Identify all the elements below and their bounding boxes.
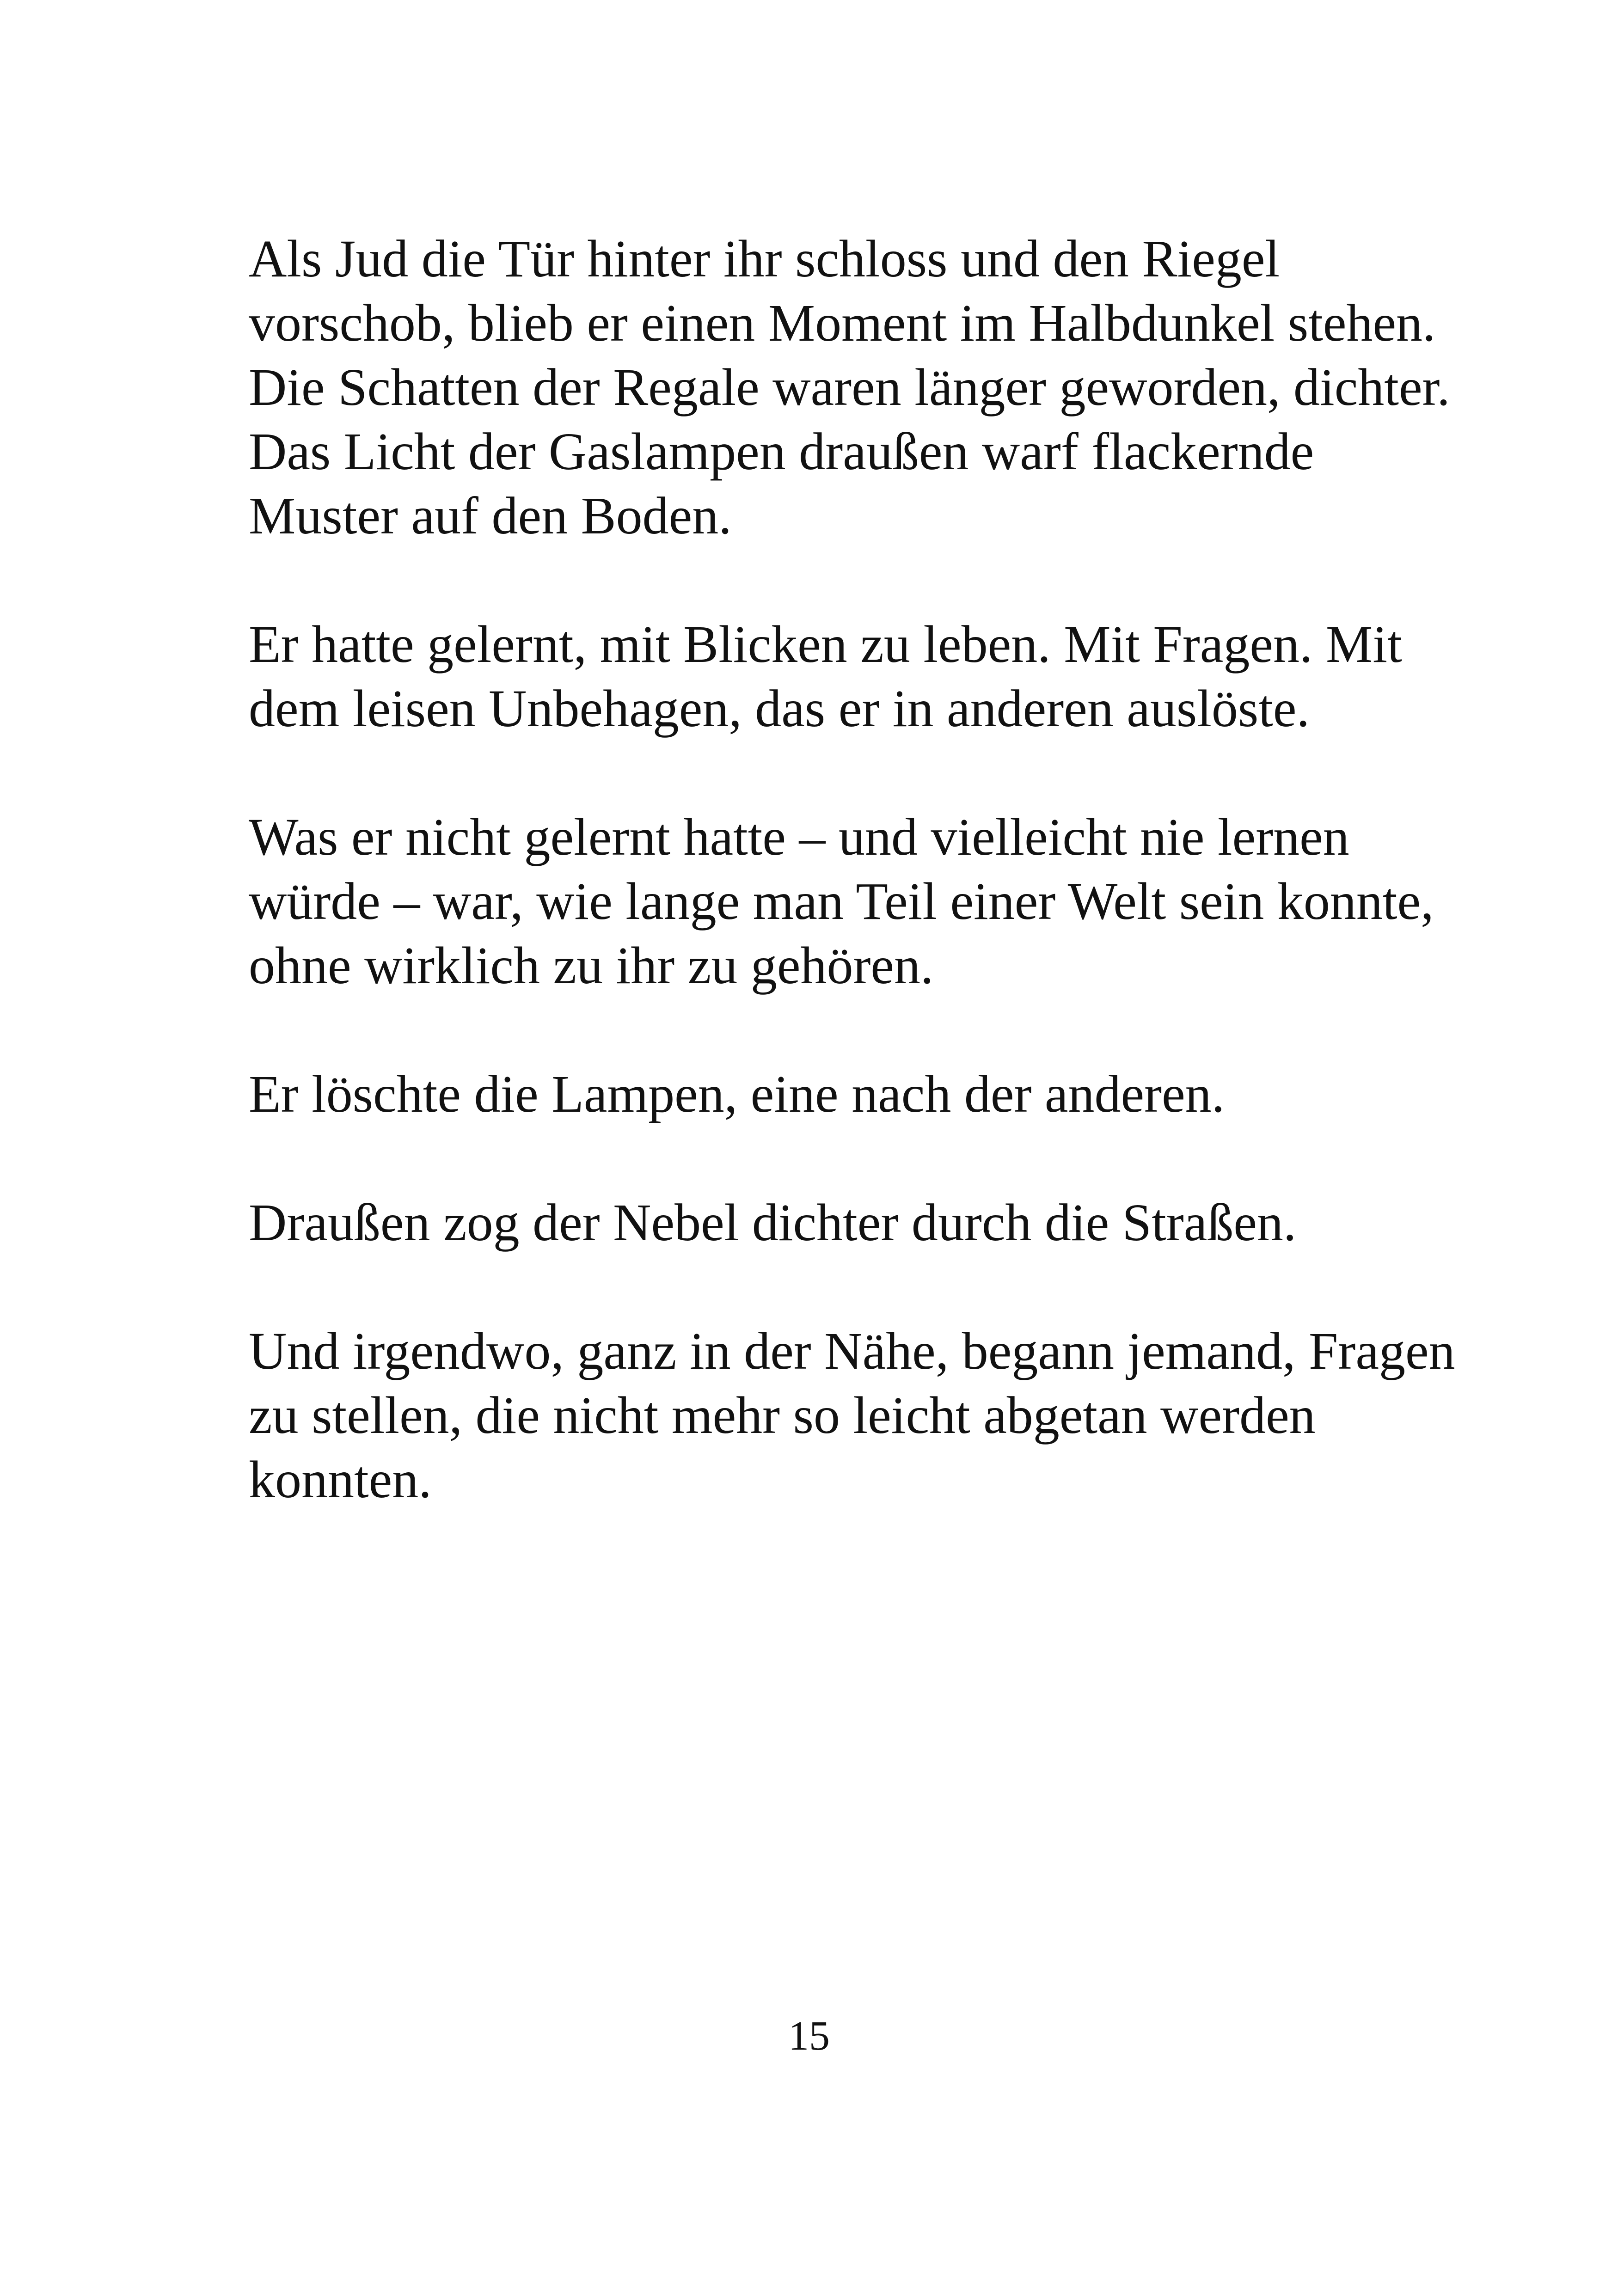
paragraph-1	[249, 227, 1497, 548]
paragraph-3	[249, 805, 1497, 998]
text-line: ohne wirklich zu ihr zu gehören.	[249, 936, 934, 995]
text-line: Er hatte gelernt, mit Blicken zu leben. Mit Fragen. Mit	[249, 615, 1402, 673]
text-line: vorschob, blieb er einen Moment im Halbdunkel stehen.	[249, 294, 1436, 352]
page-number: 15	[788, 2013, 830, 2059]
text-line: zu stellen, die nicht mehr so leicht abgetan werden	[249, 1386, 1316, 1445]
text-line: Als Jud die Tür hinter ihr schloss und den Riegel	[249, 229, 1280, 288]
text-line: dem leisen Unbehagen, das er in anderen auslöste.	[249, 679, 1310, 738]
text-line: Das Licht der Gaslampen draußen warf flackernde	[249, 422, 1314, 481]
paragraph-4	[249, 1062, 1497, 1126]
text-line: würde – war, wie lange man Teil einer Welt sein konnte,	[249, 872, 1434, 931]
body-text	[249, 227, 1497, 1576]
text-line: konnten.	[249, 1450, 432, 1509]
paragraph-6	[249, 1319, 1497, 1512]
text-line: Draußen zog der Nebel dichter durch die Straßen.	[249, 1193, 1297, 1252]
text-line: Er löschte die Lampen, eine nach der anderen.	[249, 1065, 1225, 1123]
paragraph-2	[249, 612, 1497, 741]
text-line: Was er nicht gelernt hatte – und vielleicht nie lernen	[249, 808, 1349, 866]
text-line: Muster auf den Boden.	[249, 486, 732, 545]
paragraph-5	[249, 1190, 1497, 1255]
text-line: Und irgendwo, ganz in der Nähe, begann jemand, Fragen	[249, 1322, 1455, 1380]
text-line: Die Schatten der Regale waren länger geworden, dichter.	[249, 358, 1450, 416]
